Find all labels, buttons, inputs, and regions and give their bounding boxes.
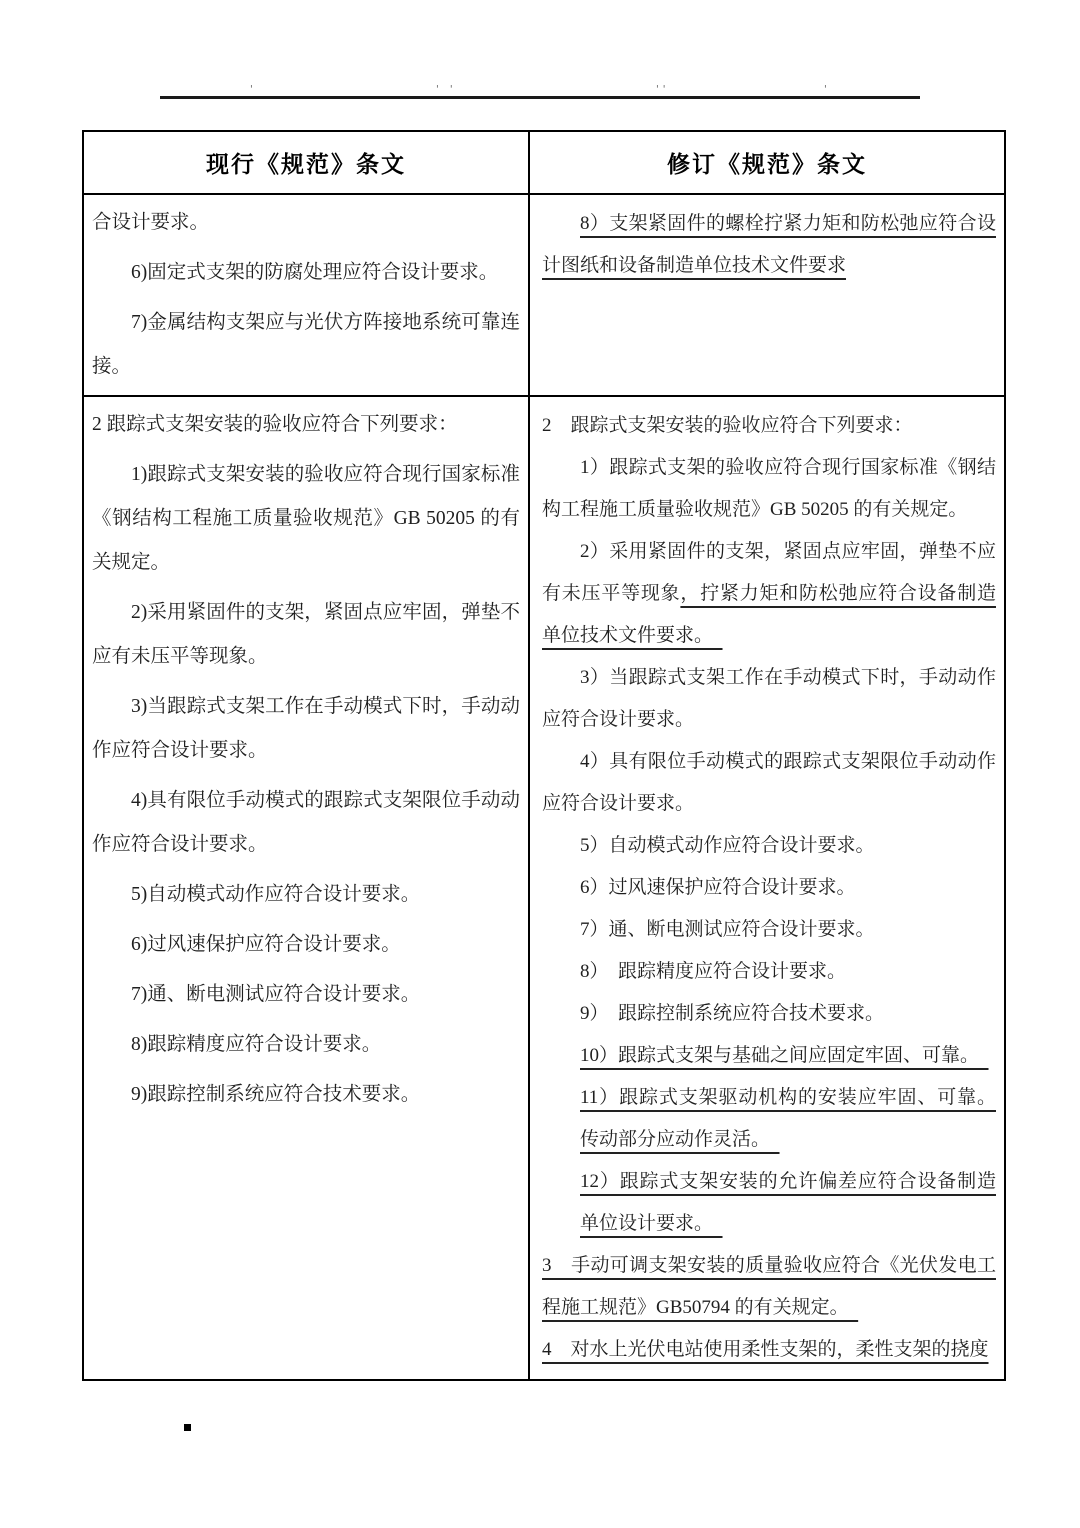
- table-row: [84, 397, 1004, 1379]
- paragraph: [542, 741, 996, 825]
- text-segment: 合设计要求。: [92, 212, 210, 233]
- paragraph: [542, 867, 996, 909]
- text-segment: 2)采用紧固件的支架，紧固点应牢固，弹垫不应有未压平等现象。: [92, 602, 520, 667]
- inserted-revision-text: 10）跟踪式支架与基础之间应固定牢固、可靠。: [580, 1045, 989, 1066]
- paragraph: [92, 873, 520, 917]
- column-header-current: 现行《规范》条文: [84, 132, 530, 193]
- text-segment: 1）跟踪式支架的验收应符合现行国家标准《钢结构工程施工质量验收规范》GB 50205 的有关规定。: [542, 457, 996, 520]
- cell-current: [84, 195, 530, 395]
- text-segment: 6)过风速保护应符合设计要求。: [131, 934, 401, 955]
- text-segment: 8） 跟踪精度应符合设计要求。: [580, 961, 847, 982]
- paragraph: [92, 1023, 520, 1067]
- text-segment: 1)跟踪式支架安装的验收应符合现行国家标准《钢结构工程施工质量验收规范》GB 50205 的有关规定。: [92, 464, 520, 573]
- table-row: [84, 195, 1004, 397]
- paragraph: [92, 301, 520, 389]
- paragraph: [92, 201, 520, 245]
- inserted-revision-text: 8）支架紧固件的螺栓拧紧力矩和防松弛应符合设计图纸和设备制造单位技术文件要求: [542, 213, 996, 276]
- text-segment: 7)通、断电测试应符合设计要求。: [131, 984, 421, 1005]
- text-segment: 3)当跟踪式支架工作在手动模式下时，手动动作应符合设计要求。: [92, 696, 520, 761]
- paragraph: [92, 251, 520, 295]
- text-segment: 7）通、断电测试应符合设计要求。: [580, 919, 875, 940]
- text-segment: 2 跟踪式支架安装的验收应符合下列要求：: [92, 414, 458, 435]
- paragraph: [542, 1245, 996, 1329]
- paragraph: [580, 1035, 996, 1077]
- text-segment: 6)固定式支架的防腐处理应符合设计要求。: [131, 262, 499, 283]
- table-body: [84, 195, 1004, 1379]
- text-segment: 2）采用紧固件的支架，紧固点应牢固，弹垫不应有未压平等现象: [542, 541, 996, 604]
- inserted-revision-text: 3 手动可调支架安装的质量验收应符合《光伏发电工程施工规范》GB50794 的有关规定。: [542, 1255, 996, 1318]
- paragraph: [542, 531, 996, 657]
- paragraph: [92, 779, 520, 867]
- paragraph: [542, 203, 996, 287]
- paragraph: [542, 909, 996, 951]
- text-segment: 8)跟踪精度应符合设计要求。: [131, 1034, 382, 1055]
- comparison-table: [82, 130, 1006, 1381]
- scan-artifact: '': [656, 84, 670, 95]
- text-segment: 7)金属结构支架应与光伏方阵接地系统可靠连接。: [92, 312, 520, 377]
- scan-artifact: ' ': [436, 84, 457, 95]
- paragraph: [92, 923, 520, 967]
- cell-revised: [530, 397, 1004, 1379]
- paragraph: [92, 403, 520, 447]
- paragraph: [92, 1073, 520, 1117]
- paragraph: [542, 1329, 996, 1371]
- paragraph: [542, 657, 996, 741]
- text-segment: 4)具有限位手动模式的跟踪式支架限位手动动作应符合设计要求。: [92, 790, 520, 855]
- paragraph: [92, 685, 520, 773]
- scan-artifact: ': [250, 84, 257, 95]
- text-segment: 3）当跟踪式支架工作在手动模式下时，手动动作应符合设计要求。: [542, 667, 996, 730]
- paragraph: [542, 405, 996, 447]
- inserted-revision-text: 4 对水上光伏电站使用柔性支架的，柔性支架的挠度: [542, 1339, 989, 1360]
- inserted-revision-text: 12）跟踪式支架安装的允许偏差应符合设备制造单位设计要求。: [580, 1171, 996, 1234]
- stray-dot-mark: [184, 1424, 191, 1431]
- inserted-revision-text: 11）跟踪式支架驱动机构的安装应牢固、可靠。传动部分应动作灵活。: [580, 1087, 996, 1150]
- paragraph: [92, 453, 520, 585]
- paragraph: [92, 973, 520, 1017]
- paragraph: [92, 591, 520, 679]
- inserted-revision-text: ，拧紧力矩和防松弛应符合设备制造单位技术文件要求。: [542, 583, 996, 646]
- text-segment: 5)自动模式动作应符合设计要求。: [131, 884, 421, 905]
- paragraph: [542, 825, 996, 867]
- paragraph: [580, 1161, 996, 1245]
- paragraph: [542, 447, 996, 531]
- paragraph: [542, 951, 996, 993]
- paragraph: [542, 993, 996, 1035]
- table-header-row: [84, 132, 1004, 195]
- text-segment: 9） 跟踪控制系统应符合技术要求。: [580, 1003, 885, 1024]
- cell-current: [84, 397, 530, 1379]
- column-header-revised: 修订《规范》条文: [667, 151, 867, 177]
- text-segment: 4）具有限位手动模式的跟踪式支架限位手动动作应符合设计要求。: [542, 751, 996, 814]
- text-segment: 5）自动模式动作应符合设计要求。: [580, 835, 875, 856]
- page-header-rule: [160, 96, 920, 99]
- scan-artifact: ': [824, 84, 831, 95]
- text-segment: 2 跟踪式支架安装的验收应符合下列要求：: [542, 415, 913, 436]
- text-segment: 9)跟踪控制系统应符合技术要求。: [131, 1084, 421, 1105]
- text-segment: 6）过风速保护应符合设计要求。: [580, 877, 856, 898]
- cell-revised: [530, 195, 1004, 395]
- paragraph: [580, 1077, 996, 1161]
